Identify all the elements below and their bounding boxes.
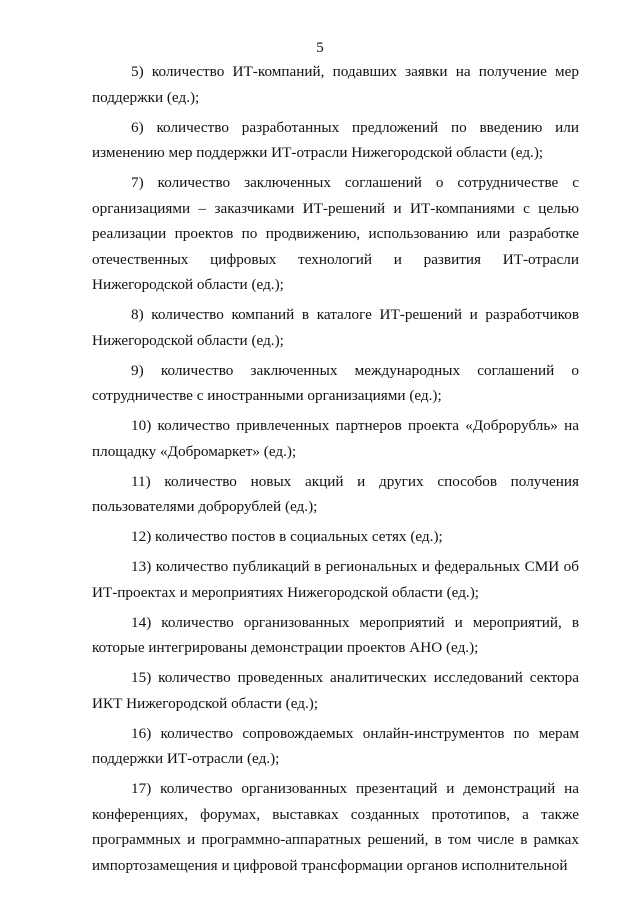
list-item-14: 14) количество организованных мероприятий и мероприятий, в которые интегрированы демонстрации проектов АНО (ед.); — [92, 613, 579, 656]
list-item-6: 6) количество разработанных предложений по введению или изменению мер поддержки ИТ-отрасли Нижегородской области (ед.); — [92, 118, 579, 161]
list-item-16: 16) количество сопровождаемых онлайн-инструментов по мерам поддержки ИТ-отрасли (ед.); — [92, 724, 579, 767]
list-item-15: 15) количество проведенных аналитических исследований сектора ИКТ Нижегородской области (ед.); — [92, 669, 579, 712]
list-item-11: 11) количество новых акций и других способов получения пользователями доброрублей (ед.); — [92, 472, 579, 515]
list-item-12: 12) количество постов в социальных сетях (ед.); — [131, 528, 443, 545]
page-number: 5 — [316, 40, 324, 56]
document-body — [92, 59, 579, 878]
list-item-17: 17) количество организованных презентаций и демонстраций на конференциях, форумах, выставках созданных прототипов, а также программных и программно-аппаратных решений, в том числе в рамках импортозамещения и цифровой трансформации органов исполнительной — [92, 780, 579, 874]
list-item-7: 7) количество заключенных соглашений о сотрудничестве с организациями – заказчиками ИТ-решений и ИТ-компаниями с целью реализации проектов по продвижению, использованию или разработке отечественных цифровых технологий и развития ИТ-отрасли Нижегородской области (ед.); — [92, 174, 579, 293]
list-item-10: 10) количество привлеченных партнеров проекта «Доброрубль» на площадку «Добромаркет» (ед.); — [92, 417, 579, 460]
list-item-13: 13) количество публикаций в региональных и федеральных СМИ об ИТ-проектах и мероприятиях Нижегородской области (ед.); — [92, 558, 579, 601]
list-item-9: 9) количество заключенных международных соглашений о сотрудничестве с иностранными организациями (ед.); — [92, 361, 579, 404]
list-item-8: 8) количество компаний в каталоге ИТ-решений и разработчиков Нижегородской области (ед.); — [92, 306, 579, 349]
list-item-5: 5) количество ИТ-компаний, подавших заявки на получение мер поддержки (ед.); — [92, 63, 579, 106]
